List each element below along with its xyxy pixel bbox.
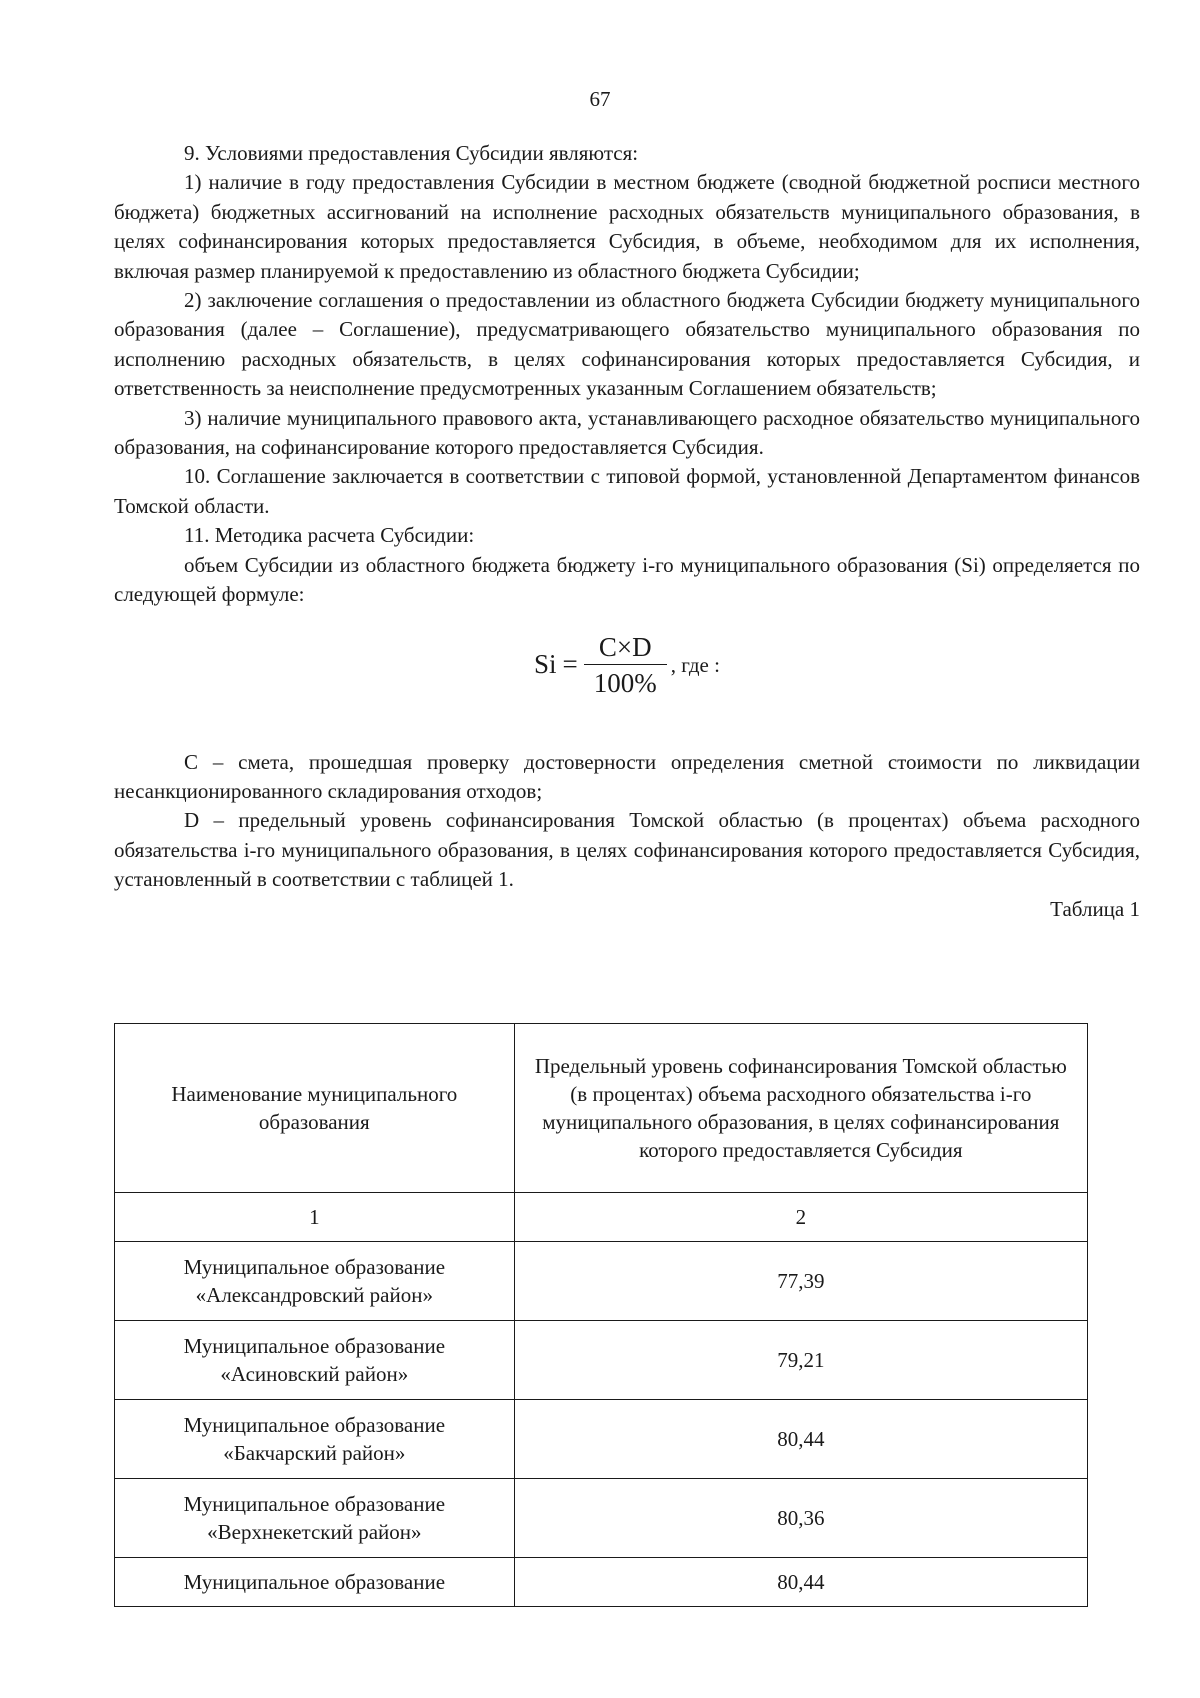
document-body — [114, 139, 1140, 924]
paragraph: 1) наличие в году предоставления Субсидии в местном бюджете (сводной бюджетной росписи местного бюджета) бюджетных ассигнований на исполнение расходных обязательств муниципального образования, в целях софинансирования которых предоставляется Субсидия, в объеме, необходимом для их исполнения, включая размер планируемой к предоставлению из областного бюджета Субсидии; — [114, 170, 1140, 283]
municipality-name — [115, 1242, 515, 1321]
cofinancing-table — [114, 1023, 1088, 1607]
municipality-name — [115, 1321, 515, 1400]
header-cofinancing-level: Предельный уровень софинансирования Томской областью (в процентах) объема расходного обязательства i-го муниципального образования, в целях софинансирования которого предоставляется Субсидия — [514, 1024, 1087, 1193]
municipality-name — [115, 1479, 515, 1558]
municipality-name: Муниципальное образование — [115, 1558, 515, 1607]
name-line: Муниципальное образование — [183, 1413, 446, 1437]
paragraph: 11. Методика расчета Субсидии: — [184, 523, 475, 548]
formula-equals: = — [562, 649, 578, 680]
page-number: 67 — [589, 87, 611, 111]
table-row — [115, 1242, 1088, 1321]
name-line: Муниципальное образование — [183, 1334, 446, 1358]
name-line: Муниципальное образование — [183, 1255, 446, 1279]
paragraph: 2) заключение соглашения о предоставлении из областного бюджета Субсидии бюджету муниципального образования (далее – Соглашение), предусматривающего обязательство муниципального образования по исполнению расходных обязательств, в целях софинансирования которых предоставляется Субсидия, и ответственность за неисполнение предусмотренных указанным Соглашением обязательств; — [114, 288, 1140, 401]
cofinancing-value: 80,44 — [514, 1400, 1087, 1479]
table-caption: Таблица 1 — [1050, 896, 1140, 921]
column-number: 1 — [115, 1193, 515, 1242]
table-row — [115, 1321, 1088, 1400]
formula-left: Si — [534, 649, 557, 680]
cofinancing-value: 80,44 — [514, 1558, 1087, 1607]
name-line: Муниципальное образование — [183, 1492, 446, 1516]
definition-c: C – смета, прошедшая проверку достоверности определения сметной стоимости по ликвидации несанкционированного складирования отходов; — [114, 749, 1140, 803]
table-header-row — [115, 1024, 1088, 1193]
table-row — [115, 1479, 1088, 1558]
table-column-numbers-row — [115, 1193, 1088, 1242]
paragraph: 9. Условиями предоставления Субсидии являются: — [184, 141, 639, 165]
formula-fraction — [584, 630, 667, 701]
name-line: «Асиновский район» — [220, 1362, 409, 1386]
table-row — [115, 1400, 1088, 1479]
formula-numerator: C×D — [598, 631, 652, 662]
formula-block — [114, 610, 1140, 748]
cofinancing-value: 80,36 — [514, 1479, 1087, 1558]
formula-denominator: 100% — [593, 667, 657, 698]
cofinancing-value: 77,39 — [514, 1242, 1087, 1321]
municipality-name — [115, 1400, 515, 1479]
definition-d: D – предельный уровень софинансирования Томской областью (в процентах) объема расходного обязательства i-го муниципального образования, в целях софинансирования которого предоставляется Субсидия, установленный в соответствии с таблицей 1. — [114, 808, 1140, 892]
name-line: «Александровский район» — [195, 1283, 433, 1307]
column-number: 2 — [514, 1193, 1087, 1242]
formula — [534, 630, 720, 701]
paragraph: объем Субсидии из областного бюджета бюджету i-го муниципального образования (Si) определяется по следующей формуле: — [114, 552, 1140, 607]
formula-suffix: , где : — [670, 653, 720, 678]
paragraph: 3) наличие муниципального правового акта, устанавливающего расходное обязательство муниципального образования, на софинансирование которого предоставляется Субсидия. — [114, 405, 1140, 460]
paragraph: 10. Соглашение заключается в соответствии с типовой формой, установленной Департаментом финансов Томской области. — [114, 464, 1140, 518]
header-municipality: Наименование муниципального образования — [115, 1024, 515, 1193]
name-line: «Бакчарский район» — [223, 1441, 406, 1465]
cofinancing-value: 79,21 — [514, 1321, 1087, 1400]
table-row — [115, 1558, 1088, 1607]
name-line: «Верхнекетский район» — [207, 1520, 422, 1544]
